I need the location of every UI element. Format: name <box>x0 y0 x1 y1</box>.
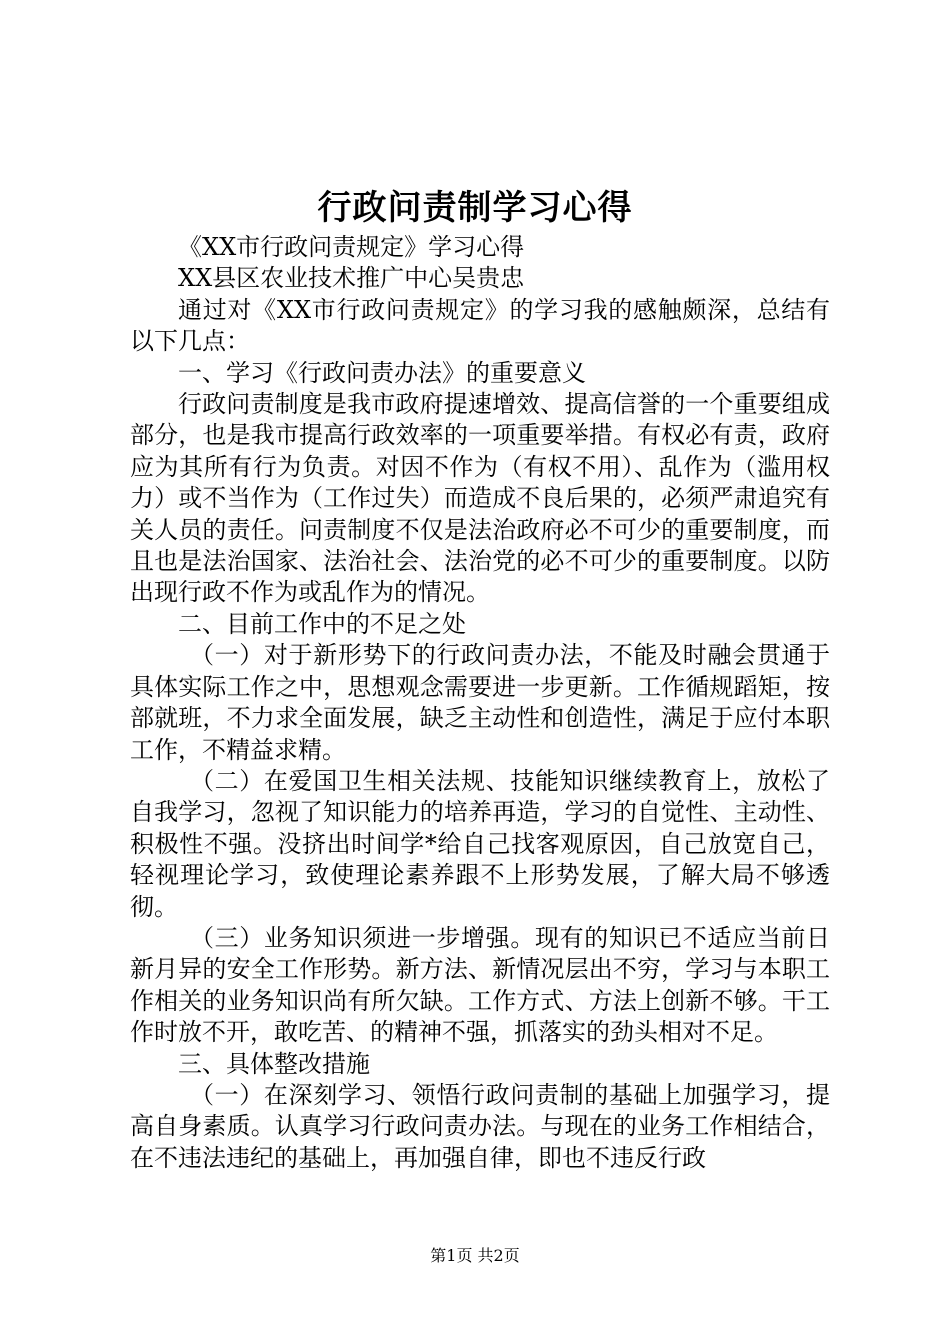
subtitle-paragraph: 《XX市行政问责规定》学习心得 <box>178 233 525 261</box>
section-heading-2: 二、目前工作中的不足之处 <box>178 609 466 638</box>
body-paragraph: （三）业务知识须进一步增强。现有的知识已不适应当前日新月异的安全工作形势。新方法、新情况层出不穷，学习与本职工作相关的业务知识尚有所欠缺。工作方式、方法上创新不够。干工作时放不开，敢吃苦、的精神不强，抓落实的劲头相对不足。 <box>130 923 830 1047</box>
body-paragraph: （一）在深刻学习、领悟行政问责制的基础上加强学习，提高自身素质。认真学习行政问责办法。与现在的业务工作相结合，在不违法违纪的基础上，再加强自律，即也不违反行政 <box>130 1080 830 1172</box>
section-heading-3: 三、具体整改措施 <box>178 1049 370 1078</box>
intro-paragraph: 通过对《XX市行政问责规定》的学习我的感触颇深，总结有以下几点： <box>130 295 830 356</box>
page-number: 第1页 共2页 <box>430 1246 520 1265</box>
body-paragraph: 行政问责制度是我市政府提速增效、提高信誉的一个重要组成部分，也是我市提高行政效率的一项重要举措。有权必有责，政府应为其所有行为负责。对因不作为（有权不用）、乱作为（滥用权力）或不当作为（工作过失）而造成不良后果的，必须严肃追究有关人员的责任。问责制度不仅是法治政府必不可少的重要制度，而且也是法治国家、法治社会、法治党的必不可少的重要制度。以防出现行政不作为或乱作为的情况。 <box>130 390 830 607</box>
document-body <box>130 232 830 1174</box>
section-heading-1: 一、学习《行政问责办法》的重要意义 <box>178 358 586 387</box>
author-paragraph: XX县区农业技术推广中心吴贵忠 <box>178 264 525 293</box>
body-paragraph: （二）在爱国卫生相关法规、技能知识继续教育上，放松了自我学习，忽视了知识能力的培养再造，学习的自觉性、主动性、积极性不强。没挤出时间学*给自己找客观原因，自己放宽自己，轻视理论学习，致使理论素养跟不上形势发展，了解大局不够透彻。 <box>130 766 830 921</box>
document-title: 行政问责制学习心得 <box>317 188 633 228</box>
body-paragraph: （一）对于新形势下的行政问责办法，不能及时融会贯通于具体实际工作之中，思想观念需要进一步更新。工作循规蹈矩，按部就班，不力求全面发展，缺乏主动性和创造性，满足于应付本职工作，不精益求精。 <box>130 641 830 764</box>
